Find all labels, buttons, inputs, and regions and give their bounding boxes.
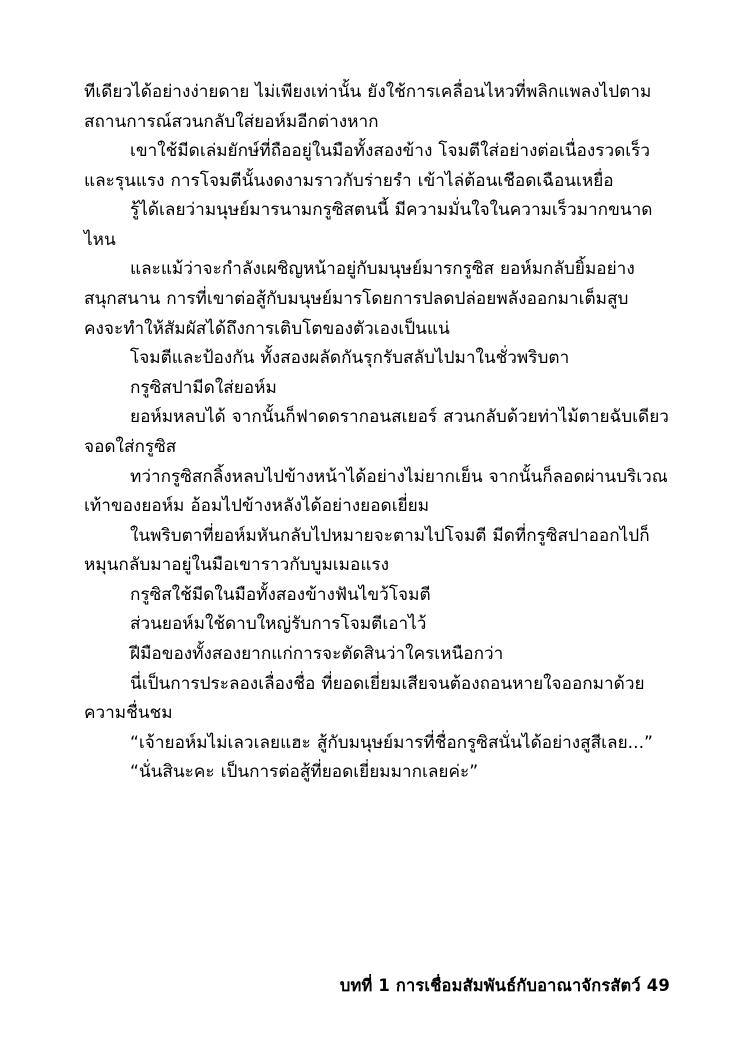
paragraph: ทีเดียวได้อย่างง่ายดาย ไม่เพียงเท่านั้น ยังใช้การเคลื่อนไหวที่พลิกแพลงไปตามสถานการณ์สวนกลับใส่ยอห์มอีกต่างหาก (84, 82, 652, 132)
paragraph: ทว่ากรูซิสกลิ้งหลบไปข้างหน้าได้อย่างไม่ยากเย็น จากนั้นก็ลอดผ่านบริเวณเท้าของยอห์ม อ้อมไปข้างหลังได้อย่างยอดเยี่ยม (84, 466, 668, 517)
page-footer (84, 973, 670, 999)
paragraph: กรูซิสปามีดใส่ยอห์ม (130, 377, 277, 398)
paragraph: ยอห์มหลบได้ จากนั้นก็ฟาดดรากอนสเยอร์ สวนกลับด้วยท่าไม้ตายฉับเดียวจอดใส่กรูซิส (84, 407, 669, 457)
paragraph-dialogue: “นั่นสินะคะ เป็นการต่อสู้ที่ยอดเยี่ยมมากเลยค่ะ” (130, 762, 479, 783)
paragraph: ฝีมือของทั้งสองยากแก่การจะตัดสินว่าใครเหนือกว่า (130, 643, 504, 664)
paragraph-dialogue: “เจ้ายอห์มไม่เลวเลยแฮะ สู้กับมนุษย์มารที่ชื่อกรูซิสนั่นได้อย่างสูสีเลย...” (130, 732, 653, 753)
footer-chapter-title: บทที่ 1 การเชื่อมสัมพันธ์กับอาณาจักรสัตว์ (339, 976, 641, 995)
paragraph: โจมตีและป้องกัน ทั้งสองผลัดกันรุกรับสลับไปมาในชั่วพริบตา (130, 348, 570, 369)
paragraph: ส่วนยอห์มใช้ดาบใหญ่รับการโจมตีเอาไว้ (130, 614, 427, 635)
page-body (84, 78, 670, 788)
footer-page-number: 49 (646, 976, 670, 995)
paragraph: นี่เป็นการประลองเลื่องชื่อ ที่ยอดเยี่ยมเสียจนต้องถอนหายใจออกมาด้วยความชื่นชม (84, 673, 645, 724)
paragraph: เขาใช้มีดเล่มยักษ์ที่ถืออยู่ในมือทั้งสองข้าง โจมตีใส่อย่างต่อเนื่องรวดเร็วและรุนแรง การโจมตีนั้นงดงามราวกับร่ายรำ เข้าไล่ต้อนเชือดเฉือนเหยื่อ (84, 141, 651, 191)
paragraph: และแม้ว่าจะกำลังเผชิญหน้าอยู่กับมนุษย์มารกรูซิส ยอห์มกลับยิ้มอย่างสนุกสนาน การที่เขาต่อสู้กับมนุษย์มารโดยการปลดปล่อยพลังออกมาเต็มสูบ คงจะทำให้สัมผัสได้ถึงการเติบโตของตัวเองเป็นแน่ (84, 259, 635, 339)
paragraph: กรูซิสใช้มีดในมือทั้งสองข้างฟันไขว้โจมตี (130, 584, 431, 605)
paragraph: ในพริบตาที่ยอห์มหันกลับไปหมายจะตามไปโจมตี มีดที่กรูซิสปาออกไปก็หมุนกลับมาอยู่ในมือเขาราวกับบูมเมอแรง (84, 525, 650, 576)
paragraph: รู้ได้เลยว่ามนุษย์มารนามกรูซิสตนนี้ มีความมั่นใจในความเร็วมากขนาดไหน (84, 200, 653, 250)
